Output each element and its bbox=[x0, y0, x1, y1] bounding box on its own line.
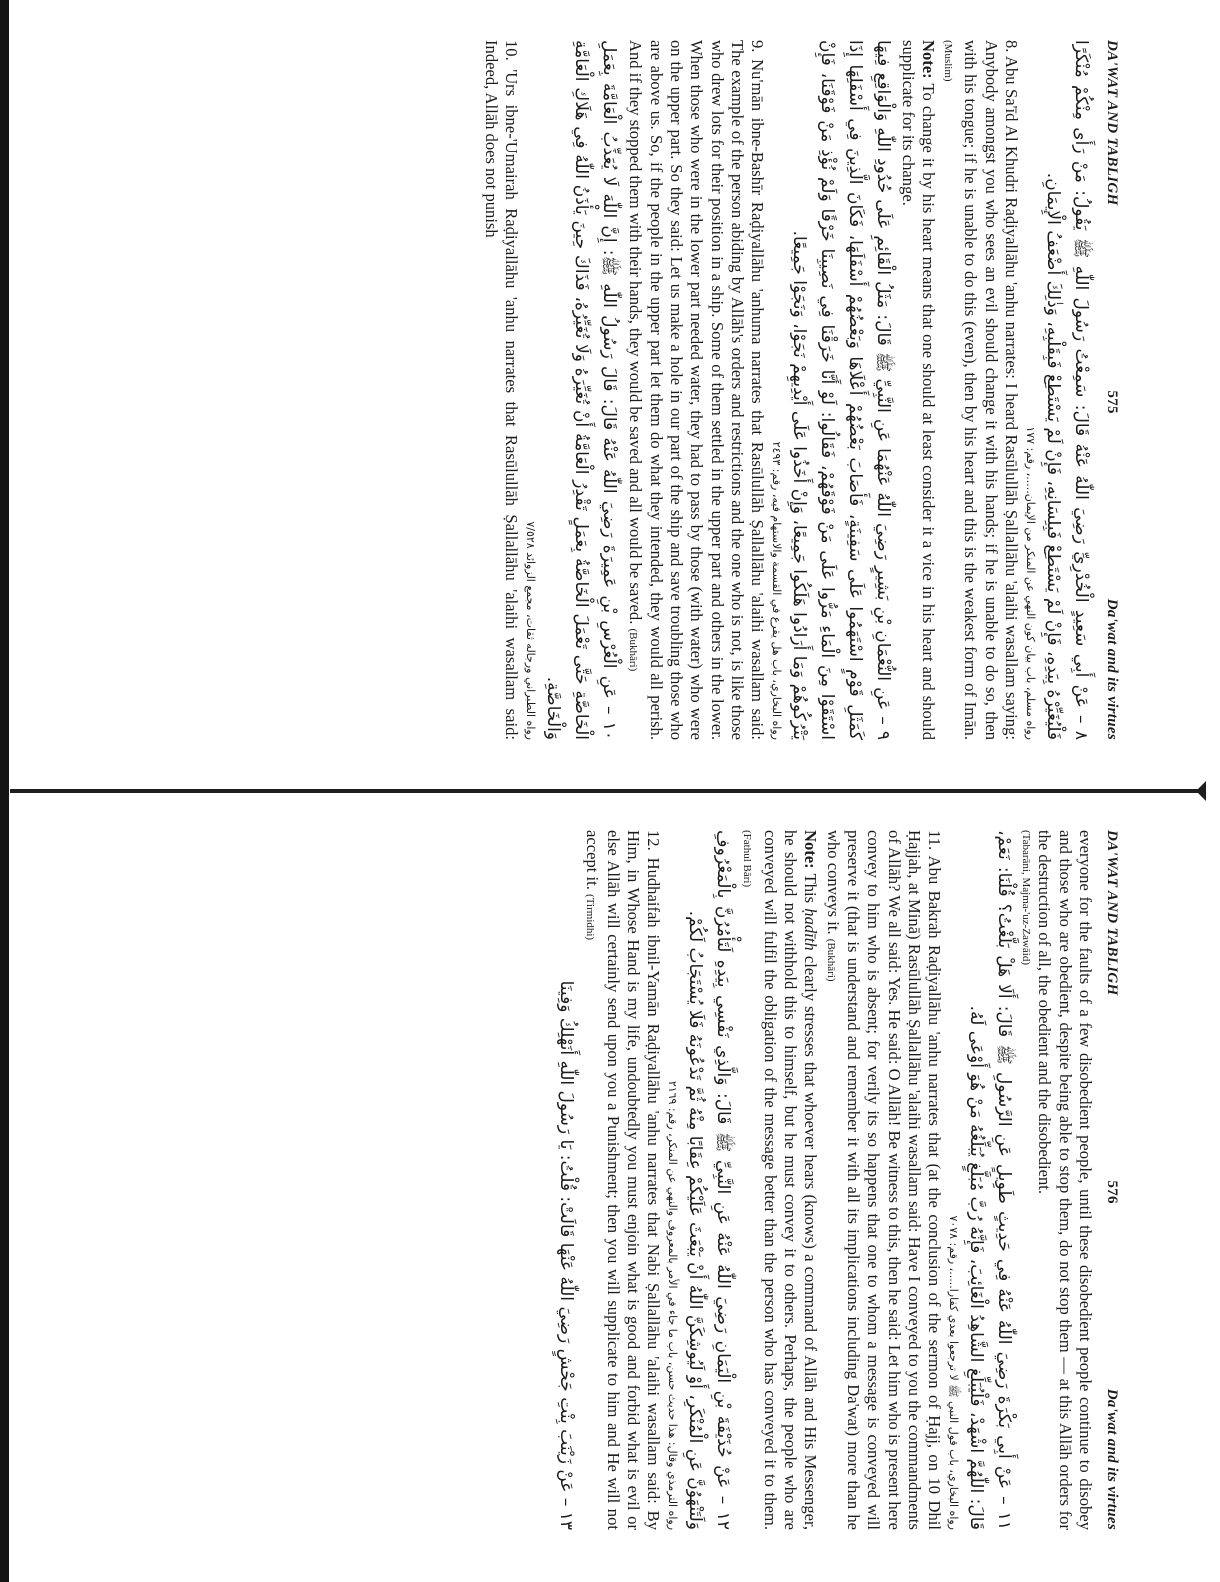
note-label: Note: bbox=[801, 830, 821, 869]
hadith-8-note-text: To change it by his heart means that one should at least consider it a vice in his heart and should supplicate for its change. bbox=[898, 40, 938, 740]
hadith-11-note-text: clearly stresses that whoever hears (knows) a command of Allāh and His Messenger, he should not withhold this to himself, but he must convey it to others. Perhaps, the people who are conveyed will fulfil the obligation of the message better than the person who has conveyed it to them. bbox=[760, 830, 821, 1530]
hadith-12-arabic: ١٢ – عَنْ حُذَيْفَةَ بْنِ الْيَمَانِ رَضِيَ اللّٰهُ عَنْهُ عَنِ النَّبِيِّ ﷺ قَالَ: وَالَّذِي نَفْسِي بِيَدِهِ لَتَأْمُرُنَّ بِالْمَعْرُوفِ وَلَتَنْهَوُنَّ عَنِ الْمُنْكَرِ، أَوْ لَيُوشِكَنَّ اللّٰهُ أَنْ يَبْعَثَ عَلَيْكُمْ عِقَابًا مِنْهُ ثُمَّ تَدْعُونَهُ فَلَا يُسْتَجَابُ لَكُمْ. bbox=[685, 830, 734, 1530]
hadith-12-english bbox=[580, 830, 663, 1530]
note-intro: This bbox=[801, 873, 821, 904]
hadith-8-arabic: ٨ – عَنْ أَبِي سَعِيدٍ الْخُدْرِيِّ رَضِيَ اللّٰهُ عَنْهُ قَالَ: سَمِعْتُ رَسُولَ اللّٰهِ ﷺ يَقُولُ: مَنْ رَأَى مِنْكُمْ مُنْكَرًا فَلْيُغَيِّرْهُ بِيَدِهِ، فَإِنْ لَمْ يَسْتَطِعْ فَبِلِسَانِهِ، فَإِنْ لَمْ يَسْتَطِعْ فَبِقَلْبِهِ، وَذٰلِكَ أَضْعَفُ الْإِيمَانِ. bbox=[1043, 40, 1091, 740]
binding-edge bbox=[0, 0, 9, 1582]
header-left: DA'WAT AND TABLIGH bbox=[1104, 40, 1120, 206]
page-fold-divider bbox=[10, 789, 1200, 793]
hadith-13-arabic: ١٣ – عَنْ زَيْنَبَ بِنْتِ جَحْشٍ رَضِيَ اللّٰهُ عَنْهَا قَالَتْ: قُلْتُ: يَا رَسُولَ اللّٰهِ أَنَهْلِكُ وَفِينَا bbox=[555, 980, 576, 1530]
hadith-8-note bbox=[897, 40, 938, 740]
hadith-12-source: (Tirmidhi) bbox=[584, 894, 597, 941]
hadith-10-arabic: ١٠ – عَنِ الْعُرْسِ بْنِ عَمِيرَةَ رَضِيَ اللّٰهُ عَنْهُ قَالَ: قَالَ رَسُولُ اللّٰهِ ﷺ: إِنَّ اللّٰهَ لَا يُعَذِّبُ الْعَامَّةَ بِعَمَلِ الْخَاصَّةِ حَتَّى تَعْمَلَ الْخَاصَّةُ بِعَمَلٍ تَقْدِرُ الْعَامَّةُ أَنْ تُغَيِّرَهُ وَلَا تُغَيِّرُهُ، فَذَاكَ حِينَ يَأْذَنُ اللّٰهُ فِي هَلَاكِ الْعَامَّةِ وَالْخَاصَّةِ. bbox=[543, 40, 620, 740]
hadith-11-text: 11. Abu Bakrah Raḍiyallāhu 'anhu narrates that (at the conclusion of the sermon of Ḥajj, on 10 Dhil Ḥajjah, at Minā) Rasūlullāh Ṣallallāhu 'alaihi wasallam said: Have I conveyed to you the commandments of Allāh? We all said: Yes. He said: O Allāh! Be witness to this, then he said: Let him who is present here convey to him who is absent; for verily its so happens that one to whom a message is conveyed will preserve it (that is understand and remember it with all its implications including Da'wat) more than he who conveys it. bbox=[823, 830, 945, 1530]
header-right: Da'wat and its virtues bbox=[1104, 598, 1120, 740]
hadith-11-source: (Bukhāri) bbox=[824, 938, 837, 982]
hadith-9-arabic-reference: رواه البخاري، باب هل يقرع في القسمة والاستهام فيه، رقم: ٢٤٩٣ bbox=[770, 441, 784, 740]
hadith-12-text: 12. Hudhaifah ibnil-Yamān Raḍiyallāhu 'anhu narrates that Nabi Ṣallallāhu 'alaihi wasallam said: By Him, in Whose Hand is my life, undoubtedly you must enjoin what is good and forbid what is evil or else Allāh will certainly send upon you a Punishment; then you will supplicate to him and He will not accept it. bbox=[583, 830, 664, 1530]
hadith-11-arabic: ١١ – عَنْ أَبِي بَكْرَةَ رَضِيَ اللّٰهُ عَنْهُ فِي حَدِيثٍ طَوِيلٍ عَنِ الرَّسُولِ ﷺ قَالَ: أَلَا هَلْ بَلَّغْتُ؟ قُلْنَا: نَعَمْ، قَالَ: اللّٰهُمَّ اشْهَدْ، فَلْيُبَلِّغِ الشَّاهِدُ الْغَائِبَ، فَإِنَّهُ رُبَّ مُبَلَّغٍ يُبَلِّغُهُ مَنْ هُوَ أَوْعَى لَهُ. bbox=[966, 830, 1015, 1530]
hadith-9-source: (Bukhāri) bbox=[627, 628, 640, 672]
hadith-8-source: (Muslim) bbox=[942, 40, 955, 82]
hadith-8-english bbox=[938, 40, 1021, 740]
header-right: Da'wat and its virtues bbox=[1104, 1388, 1120, 1530]
page-header bbox=[1103, 40, 1120, 740]
hadith-9-english bbox=[623, 40, 767, 740]
hadith-8-arabic-reference: رواه مسلم، باب بيان كون النهي عن المنكر من الإيمان.....، رقم: ١٧٧ bbox=[1024, 426, 1037, 740]
hadith-12-arabic-reference: رواه الترمذي وقال: هذا حديث حسن، باب ما جاء في الأمر بالمعروف والنهي عن المنكر، رقم: ٢١٦٩ bbox=[666, 1080, 680, 1530]
page-header bbox=[1103, 830, 1120, 1530]
hadith-10-english: 10. 'Urs ibne-'Umairah Raḍiyallāhu 'anhu narrates that Rasūlullāh Ṣallallāhu 'alaihi wasallam said: Indeed, Allāh does not punish bbox=[481, 40, 522, 740]
note-hadith-term: ḥadīth bbox=[801, 908, 821, 951]
hadith-11-note-source: (Fathul Bāri) bbox=[741, 830, 754, 888]
note-label: Note: bbox=[918, 40, 938, 79]
fold-marker bbox=[1196, 781, 1206, 801]
page-576 bbox=[80, 830, 1120, 1530]
hadith-8-text: 8. Abu Sa'īd Al Khudri Raḍiyallāhu 'anhu narrates: I heard Rasūlullāh Ṣallallāhu 'alaihi wasallam saying: Anybody amongst you who sees an evil should change it with his hands; if he is unable to do so, then with his tongue; if he is unable to do this (even), then by his heart and this is the weakest form of Imān. bbox=[961, 40, 1021, 740]
hadith-11-english bbox=[820, 830, 944, 1530]
hadith-9-arabic: ٩ – عَنِ النُّعْمَانِ بْنِ بَشِيرٍ رَضِيَ اللّٰهُ عَنْهُمَا عَنِ النَّبِيِّ ﷺ قَالَ: مَثَلُ الْقَائِمِ عَلَى حُدُودِ اللّٰهِ وَالْوَاقِعِ فِيهَا كَمَثَلِ قَوْمٍ اسْتَهَمُوا عَلَى سَفِينَةٍ، فَأَصَابَ بَعْضُهُمْ أَعْلَاهَا وَبَعْضُهُمْ أَسْفَلَهَا، فَكَانَ الَّذِينَ فِي أَسْفَلِهَا إِذَا اسْتَقَوْا مِنَ الْمَاءِ مَرُّوا عَلَى مَنْ فَوْقَهُمْ، فَقَالُوا: لَوْ أَنَّا خَرَقْنَا فِي نَصِيبِنَا خَرْقًا وَلَمْ نُؤْذِ مَنْ فَوْقَنَا، فَإِنْ يَتْرُكُوهُمْ وَمَا أَرَادُوا هَلَكُوا جَمِيعًا، وَإِنْ أَخَذُوا عَلَى أَيْدِيهِمْ نَجَوْا، وَنَجَوْا جَمِيعًا. bbox=[789, 40, 894, 740]
hadith-10-source: (Tabarāni, Majma-'uz-Zawāid) bbox=[1020, 830, 1033, 965]
hadith-9-text: 9. Nu'mān ibne-Bashīr Raḍiyallāhu 'anhuma narrates that Rasūlullāh Ṣallallāhu 'alaihi wasallam said: The example of the person abiding by Allāh's orders and restrictions and the one who is not, is like those who drew lots for their position in a ship. Some of them settled in the upper part and others in the lower. When those who were in the lower part needed water, they had to pass by those (with water) who were on the upper part. So they said: Let us make a hole in our part of the ship and save troubling those who are above us. So, if the people in the upper part let them do what they intended, they would all perish. And if they stopped them with their hands, they would be saved and all would be saved. bbox=[626, 40, 768, 740]
hadith-10-continuation: everyone for the faults of a few disobedient people, until these disobedient people continue to disobey and those who are obedient, despite being able to stop them, do not stop them — at this Allāh orders for the destruction of all, the obedient and the disobedient. bbox=[1035, 830, 1095, 1530]
page-number: 576 bbox=[1104, 1180, 1120, 1204]
page-575 bbox=[80, 40, 1120, 740]
header-left: DA'WAT AND TABLIGH bbox=[1104, 830, 1120, 996]
hadith-11-arabic-reference: رواه البخاري، باب قول النبي ﷺ لا ترجعوا بعدي كفارا.....، رقم: ٧٠٧٨ bbox=[947, 1215, 961, 1530]
page-number: 575 bbox=[1104, 390, 1120, 414]
hadith-10-arabic-reference: رواه الطبراني ورجاله ثقات، مجمع الزوائد ٧/٥٢٨ bbox=[524, 521, 538, 740]
hadith-11-note bbox=[737, 830, 820, 1530]
